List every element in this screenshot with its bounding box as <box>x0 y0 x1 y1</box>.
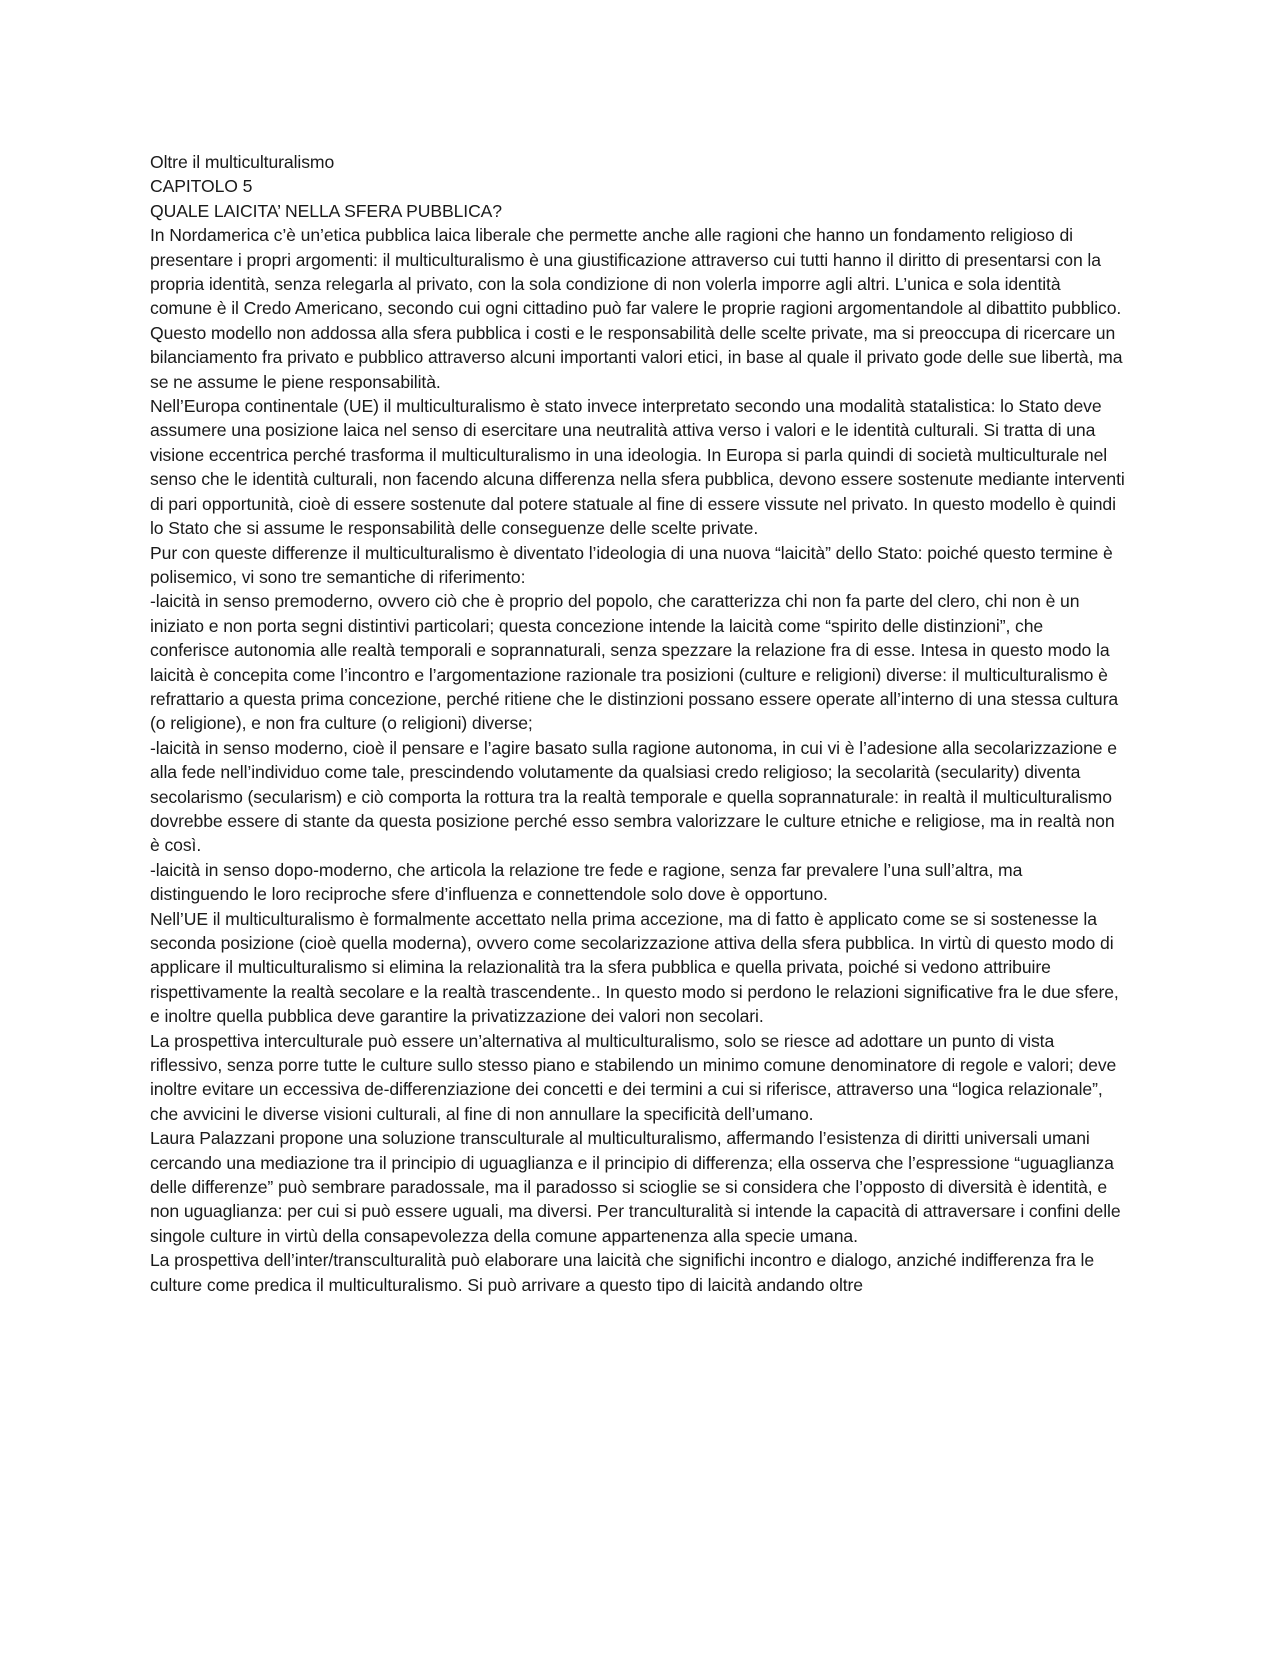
document-title: Oltre il multiculturalismo <box>150 152 335 172</box>
list-paragraph: -laicità in senso premoderno, ovvero ciò che è proprio del popolo, che caratterizza chi non fa parte del clero, chi non è un iniziato e non porta segni distintivi particolari; questa concezione intende la laicità come “spirito delle distinzioni”, che conferisce autonomia alle realtà temporali e soprannaturali, senza spezzare la relazione fra di esse. Intesa in questo modo la laicità è concepita come l’incontro e l’argomentazione razionale tra posizioni (culture e religioni) diverse: il multiculturalismo è refrattario a questa prima concezione, perché ritiene che le distinzioni possano essere operate all’interno di una stessa cultura (o religione), e non fra culture (o religioni) diverse; <box>150 591 1119 734</box>
paragraph: Nell’UE il multiculturalismo è formalmente accettato nella prima accezione, ma di fatto è applicato come se si sostenesse la seconda posizione (cioè quella moderna), ovvero come secolarizzazione attiva della sfera pubblica. In virtù di questo modo di applicare il multiculturalismo si elimina la relazionalità tra la sfera pubblica e quella privata, poiché si vedono attribuire rispettivamente la realtà secolare e la realtà trascendente.. In questo modo si perdono le relazioni significative fra le due sfere, e inoltre quella pubblica deve garantire la privatizzazione dei valori non secolari. <box>150 908 1119 1027</box>
list-paragraph: -laicità in senso dopo-moderno, che articola la relazione tre fede e ragione, senza far prevalere l’una sull’altra, ma distinguendo le loro reciproche sfere d’influenza e connettendole solo dove è opportuno. <box>150 859 1023 905</box>
paragraph: La prospettiva interculturale può essere un’alternativa al multiculturalismo, solo se riesce ad adottare un punto di vista riflessivo, senza porre tutte le culture sullo stesso piano e stabilendo un minimo comune denominatore di regole e valori; deve inoltre evitare un eccessiva de-differenziazione dei concetti e dei termini a cui si riferisce, attraverso una “logica relazionale”, che avvicini le diverse visioni culturali, al fine di non annullare la specificità dell’umano. <box>150 1030 1117 1124</box>
list-paragraph: -laicità in senso moderno, cioè il pensare e l’agire basato sulla ragione autonoma, in cui vi è l’adesione alla secolarizzazione e alla fede nell’individuo come tale, prescindendo volutamente da qualsiasi credo religioso; la secolarità (secularity) diventa secolarismo (secularism) e ciò comporta la rottura tra la realtà temporale e quella soprannaturale: in realtà il multiculturalismo dovrebbe essere di stante da questa posizione perché esso sembra valorizzare le culture etniche e religiose, ma in realtà non è così. <box>150 737 1117 856</box>
paragraph: Nell’Europa continentale (UE) il multiculturalismo è stato invece interpretato secondo una modalità statalistica: lo Stato deve assumere una posizione laica nel senso di esercitare una neutralità attiva verso i valori e le identità culturali. Si tratta di una visione eccentrica perché trasforma il multiculturalismo in una ideologia. In Europa si parla quindi di società multiculturale nel senso che le identità culturali, non facendo alcuna differenza nella sfera pubblica, devono essere sostenute mediante interventi di pari opportunità, cioè di essere sostenute dal potere statuale al fine di essere vissute nel privato. In questo modello è quindi lo Stato che si assume le responsabilità delle conseguenze delle scelte private. <box>150 396 1125 539</box>
document-body <box>150 150 1125 1297</box>
paragraph: Pur con queste differenze il multiculturalismo è diventato l’ideologia di una nuova “laicità” dello Stato: poiché questo termine è polisemico, vi sono tre semantiche di riferimento: <box>150 542 1113 587</box>
chapter-title: QUALE LAICITA’ NELLA SFERA PUBBLICA? <box>150 200 502 221</box>
paragraph: In Nordamerica c’è un’etica pubblica laica liberale che permette anche alle ragioni che hanno un fondamento religioso di presentare i propri argomenti: il multiculturalismo è una giustificazione attraverso cui tutti hanno il diritto di presentarsi con la propria identità, senza relegarla al privato, con la sola condizione di non volerla imporre agli altri. L’unica e sola identità comune è il Credo Americano, secondo cui ogni cittadino può far valere le proprie ragioni argomentandole al dibattito pubblico. Questo modello non addossa alla sfera pubblica i costi e le responsabilità delle scelte private, ma si preoccupa di ricercare un bilanciamento fra privato e pubblico attraverso alcuni importanti valori etici, in base al quale il privato gode delle sue libertà, ma se ne assume le piene responsabilità. <box>150 225 1123 392</box>
paragraph: Laura Palazzani propone una soluzione transculturale al multiculturalismo, affermando l’esistenza di diritti universali umani cercando una mediazione tra il principio di uguaglianza e il principio di differenza; ella osserva che l’espressione “uguaglianza delle differenze” può sembrare paradossale, ma il paradosso si scioglie se si considera che l’opposto di diversità è identità, e non uguaglianza: per cui si può essere uguali, ma diversi. Per tranculturalità si intende la capacità di attraversare i confini delle singole culture in virtù della consapevolezza della comune appartenenza alla specie umana. <box>150 1128 1121 1246</box>
chapter-number: CAPITOLO 5 <box>150 176 253 197</box>
paragraph: La prospettiva dell’inter/transculturalità può elaborare una laicità che significhi incontro e dialogo, anziché indifferenza fra le culture come predica il multiculturalismo. Si può arrivare a questo tipo di laicità andando oltre <box>150 1250 1095 1295</box>
